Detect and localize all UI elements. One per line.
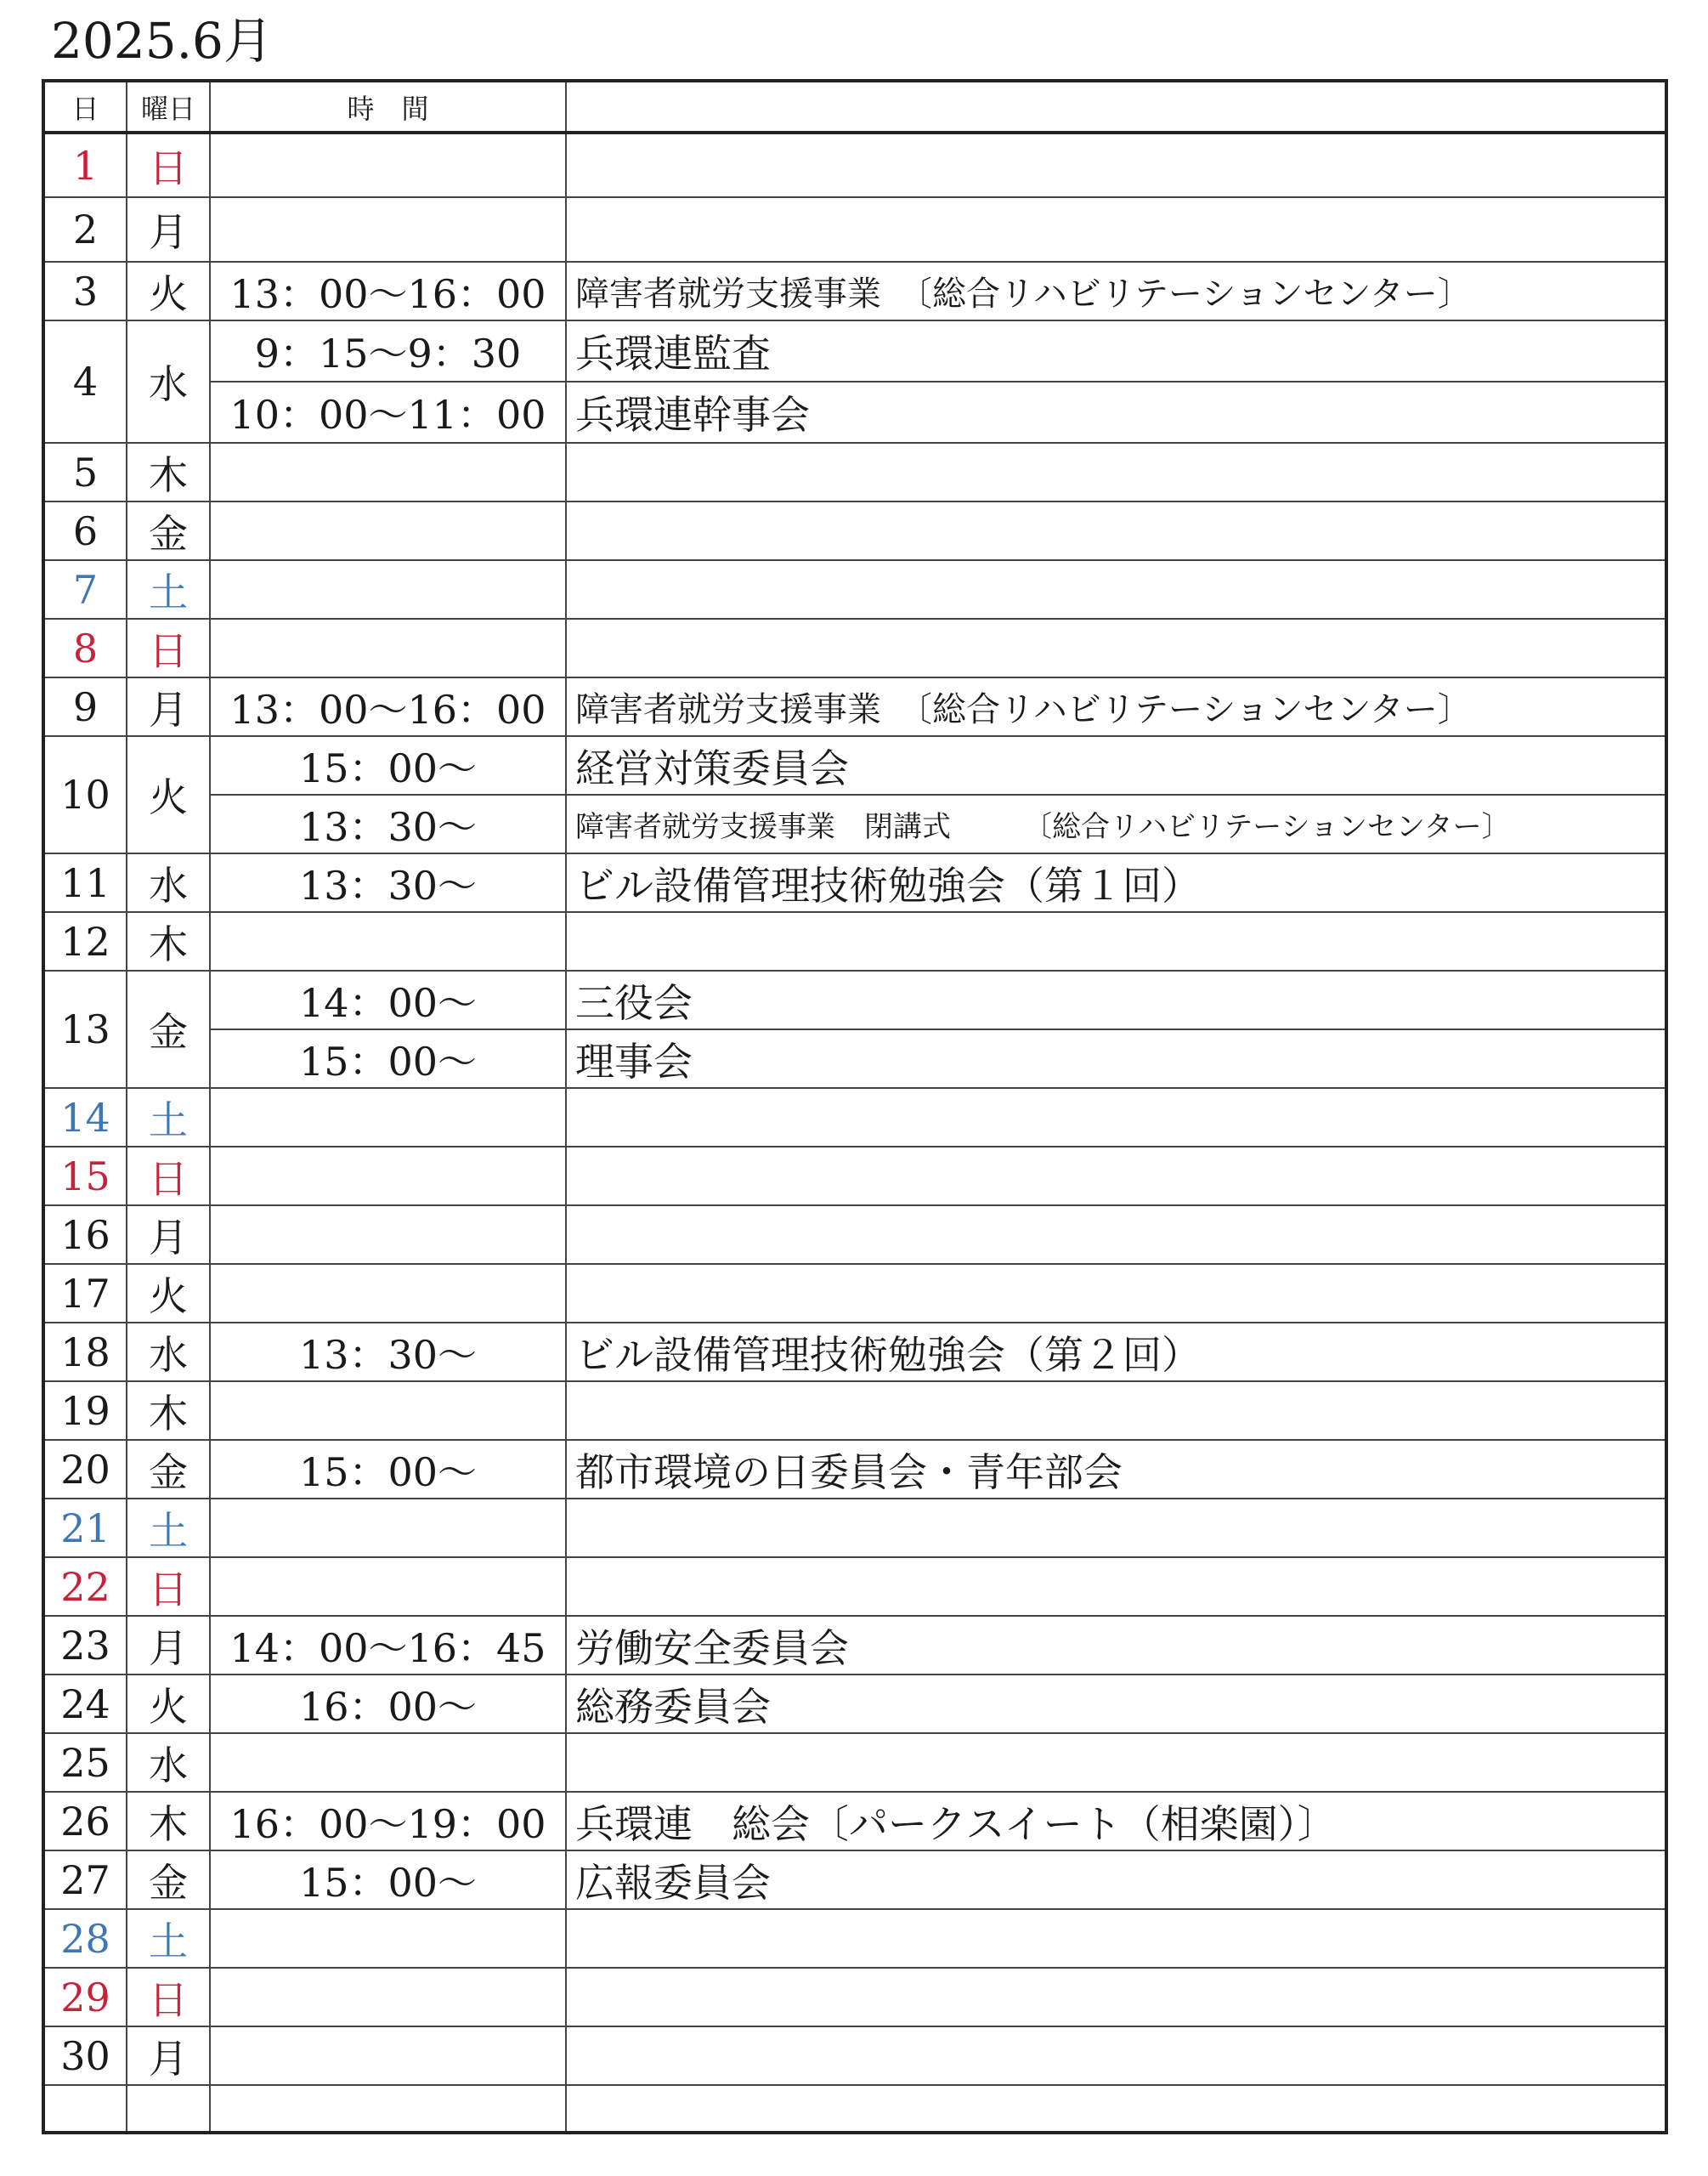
time-cell bbox=[210, 197, 566, 262]
event-cell bbox=[566, 1968, 1666, 2026]
time-cell bbox=[210, 133, 566, 197]
schedule-body bbox=[43, 133, 1666, 2133]
table-row bbox=[43, 197, 1666, 262]
weekday-cell: 水 bbox=[127, 853, 210, 912]
event-cell bbox=[566, 1499, 1666, 1557]
time-cell bbox=[210, 1557, 566, 1616]
weekday-cell: 日 bbox=[127, 1147, 210, 1205]
event-cell bbox=[566, 502, 1666, 560]
time-cell: 13：00～16：00 bbox=[210, 262, 566, 320]
day-cell: 19 bbox=[43, 1381, 127, 1440]
event-cell bbox=[566, 1264, 1666, 1323]
day-cell: 3 bbox=[43, 262, 127, 320]
event-cell: 都市環境の日委員会・青年部会 bbox=[566, 1440, 1666, 1499]
day-cell: 10 bbox=[43, 736, 127, 853]
table-row bbox=[43, 1674, 1666, 1733]
time-cell bbox=[210, 619, 566, 677]
time-cell: 13：30～ bbox=[210, 1323, 566, 1381]
weekday-cell: 木 bbox=[127, 443, 210, 502]
time-cell: 15：00～ bbox=[210, 1029, 566, 1088]
event-cell: ビル設備管理技術勉強会（第２回） bbox=[566, 1323, 1666, 1381]
event-cell: 障害者就労支援事業 〔総合リハビリテーションセンター〕 bbox=[566, 262, 1666, 320]
day-cell: 4 bbox=[43, 320, 127, 443]
table-row bbox=[43, 912, 1666, 971]
table-row bbox=[43, 1850, 1666, 1909]
table-row bbox=[43, 619, 1666, 677]
weekday-cell: 月 bbox=[127, 1205, 210, 1264]
table-row bbox=[43, 560, 1666, 619]
table-row bbox=[43, 502, 1666, 560]
header-time: 時 間 bbox=[210, 81, 566, 133]
time-cell: 15：00～ bbox=[210, 736, 566, 795]
day-cell: 12 bbox=[43, 912, 127, 971]
event-cell bbox=[566, 619, 1666, 677]
time-cell: 15：00～ bbox=[210, 1440, 566, 1499]
weekday-cell: 日 bbox=[127, 1557, 210, 1616]
header-day: 日 bbox=[43, 81, 127, 133]
day-cell: 24 bbox=[43, 1674, 127, 1733]
weekday-cell: 月 bbox=[127, 1616, 210, 1674]
event-cell: 経営対策委員会 bbox=[566, 736, 1666, 795]
day-cell: 2 bbox=[43, 197, 127, 262]
schedule-table bbox=[42, 79, 1668, 2134]
day-cell: 14 bbox=[43, 1088, 127, 1147]
weekday-cell: 月 bbox=[127, 197, 210, 262]
event-cell: 労働安全委員会 bbox=[566, 1616, 1666, 1674]
time-cell: 13：30～ bbox=[210, 795, 566, 853]
weekday-cell: 金 bbox=[127, 1440, 210, 1499]
weekday-cell: 金 bbox=[127, 1850, 210, 1909]
event-cell bbox=[566, 133, 1666, 197]
day-cell: 21 bbox=[43, 1499, 127, 1557]
event-cell: 障害者就労支援事業 〔総合リハビリテーションセンター〕 bbox=[566, 677, 1666, 736]
time-cell bbox=[210, 1968, 566, 2026]
table-row bbox=[43, 1323, 1666, 1381]
header-event bbox=[566, 81, 1666, 133]
event-cell bbox=[566, 912, 1666, 971]
day-cell: 9 bbox=[43, 677, 127, 736]
time-cell bbox=[210, 1205, 566, 1264]
table-row bbox=[43, 1205, 1666, 1264]
time-cell: 15：00～ bbox=[210, 1850, 566, 1909]
weekday-cell: 日 bbox=[127, 133, 210, 197]
table-row bbox=[43, 1029, 1666, 1088]
day-cell: 13 bbox=[43, 971, 127, 1088]
day-cell: 22 bbox=[43, 1557, 127, 1616]
day-cell: 25 bbox=[43, 1733, 127, 1792]
event-cell bbox=[566, 1205, 1666, 1264]
weekday-cell: 土 bbox=[127, 1909, 210, 1968]
time-cell bbox=[210, 1499, 566, 1557]
weekday-cell: 火 bbox=[127, 1674, 210, 1733]
day-cell: 18 bbox=[43, 1323, 127, 1381]
weekday-cell: 月 bbox=[127, 2026, 210, 2085]
table-row bbox=[43, 443, 1666, 502]
time-cell: 16：00～ bbox=[210, 1674, 566, 1733]
event-cell bbox=[566, 1088, 1666, 1147]
event-cell: 広報委員会 bbox=[566, 1850, 1666, 1909]
table-row bbox=[43, 1792, 1666, 1850]
time-cell: 14：00～16：45 bbox=[210, 1616, 566, 1674]
day-cell: 23 bbox=[43, 1616, 127, 1674]
time-cell: 13：00～16：00 bbox=[210, 677, 566, 736]
day-cell: 8 bbox=[43, 619, 127, 677]
weekday-cell: 火 bbox=[127, 262, 210, 320]
table-row bbox=[43, 1909, 1666, 1968]
weekday-cell: 水 bbox=[127, 320, 210, 443]
weekday-cell: 月 bbox=[127, 677, 210, 736]
table-row bbox=[43, 133, 1666, 197]
day-cell bbox=[43, 2085, 127, 2133]
day-cell: 16 bbox=[43, 1205, 127, 1264]
table-row bbox=[43, 1968, 1666, 2026]
day-cell: 29 bbox=[43, 1968, 127, 2026]
table-row bbox=[43, 971, 1666, 1029]
event-cell: 総務委員会 bbox=[566, 1674, 1666, 1733]
day-cell: 5 bbox=[43, 443, 127, 502]
time-cell bbox=[210, 1733, 566, 1792]
header-weekday: 曜日 bbox=[127, 81, 210, 133]
event-cell bbox=[566, 560, 1666, 619]
day-cell: 11 bbox=[43, 853, 127, 912]
weekday-cell: 土 bbox=[127, 560, 210, 619]
time-cell: 16：00～19：00 bbox=[210, 1792, 566, 1850]
weekday-cell: 金 bbox=[127, 971, 210, 1088]
table-row bbox=[43, 1264, 1666, 1323]
event-cell bbox=[566, 1733, 1666, 1792]
event-cell: 兵環連幹事会 bbox=[566, 382, 1666, 443]
time-cell bbox=[210, 443, 566, 502]
time-cell bbox=[210, 1381, 566, 1440]
event-cell bbox=[566, 2085, 1666, 2133]
day-cell: 6 bbox=[43, 502, 127, 560]
table-row bbox=[43, 1616, 1666, 1674]
time-cell: 9：15～9：30 bbox=[210, 320, 566, 382]
weekday-cell: 木 bbox=[127, 1792, 210, 1850]
table-row bbox=[43, 1557, 1666, 1616]
time-cell: 14：00～ bbox=[210, 971, 566, 1029]
day-cell: 7 bbox=[43, 560, 127, 619]
weekday-cell: 金 bbox=[127, 502, 210, 560]
table-row bbox=[43, 1499, 1666, 1557]
weekday-cell: 水 bbox=[127, 1733, 210, 1792]
weekday-cell: 土 bbox=[127, 1499, 210, 1557]
day-cell: 30 bbox=[43, 2026, 127, 2085]
time-cell: 13：30～ bbox=[210, 853, 566, 912]
event-cell bbox=[566, 443, 1666, 502]
header-row bbox=[43, 81, 1666, 133]
table-row bbox=[43, 382, 1666, 443]
event-cell bbox=[566, 1557, 1666, 1616]
event-cell bbox=[566, 1147, 1666, 1205]
weekday-cell: 木 bbox=[127, 912, 210, 971]
weekday-cell bbox=[127, 2085, 210, 2133]
weekday-cell: 日 bbox=[127, 619, 210, 677]
table-row bbox=[43, 2026, 1666, 2085]
event-cell: 兵環連監査 bbox=[566, 320, 1666, 382]
table-row bbox=[43, 1733, 1666, 1792]
weekday-cell: 火 bbox=[127, 736, 210, 853]
table-row bbox=[43, 262, 1666, 320]
page-title: 2025.6月 bbox=[51, 12, 273, 70]
table-row bbox=[43, 2085, 1666, 2133]
table-row bbox=[43, 677, 1666, 736]
event-cell bbox=[566, 2026, 1666, 2085]
weekday-cell: 日 bbox=[127, 1968, 210, 2026]
event-cell: ビル設備管理技術勉強会（第１回） bbox=[566, 853, 1666, 912]
time-cell bbox=[210, 2026, 566, 2085]
event-cell: 理事会 bbox=[566, 1029, 1666, 1088]
time-cell bbox=[210, 1264, 566, 1323]
weekday-cell: 水 bbox=[127, 1323, 210, 1381]
time-cell bbox=[210, 912, 566, 971]
weekday-cell: 土 bbox=[127, 1088, 210, 1147]
event-cell bbox=[566, 1381, 1666, 1440]
day-cell: 26 bbox=[43, 1792, 127, 1850]
time-cell bbox=[210, 1088, 566, 1147]
day-cell: 17 bbox=[43, 1264, 127, 1323]
time-cell bbox=[210, 2085, 566, 2133]
table-row bbox=[43, 1088, 1666, 1147]
table-row bbox=[43, 1147, 1666, 1205]
day-cell: 27 bbox=[43, 1850, 127, 1909]
event-cell bbox=[566, 1909, 1666, 1968]
day-cell: 1 bbox=[43, 133, 127, 197]
table-row bbox=[43, 1381, 1666, 1440]
event-cell: 障害者就労支援事業 閉講式 〔総合リハビリテーションセンター〕 bbox=[566, 795, 1666, 853]
table-row bbox=[43, 795, 1666, 853]
time-cell bbox=[210, 560, 566, 619]
table-row bbox=[43, 1440, 1666, 1499]
table-row bbox=[43, 736, 1666, 795]
time-cell: 10：00～11：00 bbox=[210, 382, 566, 443]
day-cell: 15 bbox=[43, 1147, 127, 1205]
time-cell bbox=[210, 1909, 566, 1968]
table-row bbox=[43, 320, 1666, 382]
event-cell: 兵環連 総会〔パークスイート（相楽園）〕 bbox=[566, 1792, 1666, 1850]
time-cell bbox=[210, 1147, 566, 1205]
day-cell: 28 bbox=[43, 1909, 127, 1968]
day-cell: 20 bbox=[43, 1440, 127, 1499]
event-cell: 三役会 bbox=[566, 971, 1666, 1029]
weekday-cell: 木 bbox=[127, 1381, 210, 1440]
event-cell bbox=[566, 197, 1666, 262]
weekday-cell: 火 bbox=[127, 1264, 210, 1323]
table-row bbox=[43, 853, 1666, 912]
time-cell bbox=[210, 502, 566, 560]
